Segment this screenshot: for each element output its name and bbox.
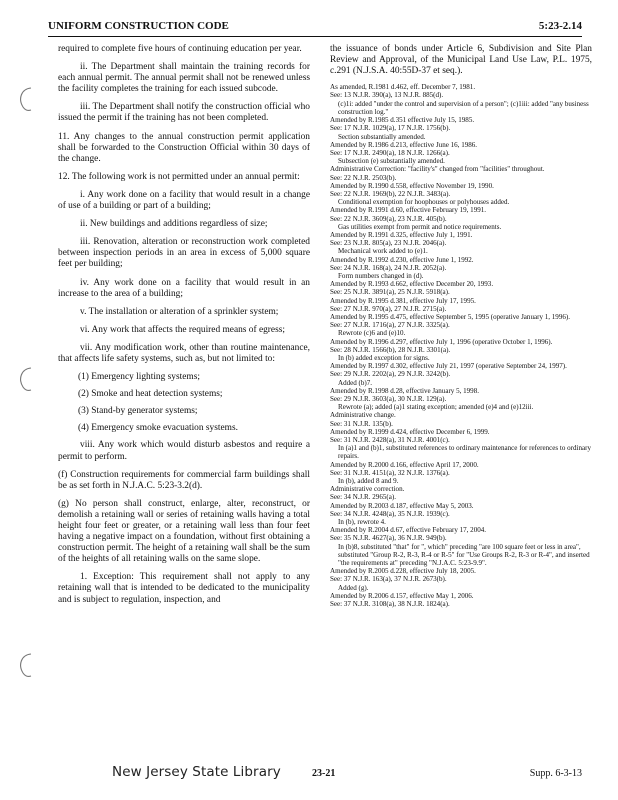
library-watermark: New Jersey State Library <box>112 764 281 780</box>
history-entry: Administrative change. <box>330 411 396 420</box>
history-entry: In (b)8, substituted "that" for ", which" preceding "are 100 square feet or less in area", substituted "Group R-2, R-3, R-4 or R-5" for "Use Groups R-2, R-3 or R-4", and inserted "the requirements at" preceding "N.J.A.C. 5:23-9.9". <box>338 542 590 568</box>
rule-paragraph: (g) No person shall construct, enlarge, alter, reconstruct, or demolish a retaining wall or series of retaining walls having a total height four feet or greater, or a retaining wall less than four feet having a negative impact on a foundation, without first obtaining a construction permit. The height of a retaining wall shall be the sum of the heights of all retaining walls on the same slope. <box>58 498 310 565</box>
history-entry: See: 13 N.J.R. 390(a), 13 N.J.R. 885(d). <box>330 91 444 100</box>
left-column <box>58 44 310 764</box>
history-entry: Amended by R.1991 d.60, effective February 19, 1991. <box>330 206 487 215</box>
rule-paragraph: i. Any work done on a facility that would result in a change of use of a building or part of a building; <box>58 189 310 212</box>
history-entry: Amended by R.2000 d.166, effective April 17, 2000. <box>330 460 479 469</box>
history-entry: Amended by R.1985 d.351 effective July 15, 1985. <box>330 116 475 125</box>
history-entry: Subsection (e) substantially amended. <box>338 157 445 166</box>
history-entry: See: 29 N.J.R. 3603(a), 30 N.J.R. 129(a). <box>330 395 447 403</box>
rule-paragraph: (3) Stand-by generator systems; <box>78 406 198 417</box>
history-entry: Amended by R.2004 d.67, effective February 17, 2004. <box>330 526 487 535</box>
punch-hole-icon <box>14 86 36 112</box>
rule-paragraph: vi. Any work that affects the required means of egress; <box>80 324 285 335</box>
rule-paragraph: 11. Any changes to the annual construction permit application shall be forwarded to the Construction Official within 30 days of the change. <box>58 131 310 164</box>
history-entry: Amended by R.1997 d.302, effective July 21, 1997 (operative September 24, 1997). <box>330 362 567 371</box>
rule-paragraph: iii. Renovation, alteration or reconstruction work completed between inspection periods in an area in excess of 5,000 square feet per building; <box>58 237 310 270</box>
supplement-date: Supp. 6-3-13 <box>529 768 582 779</box>
history-entry: Amended by R.2006 d.157, effective May 1, 2006. <box>330 591 474 600</box>
history-entry: Amended by R.1996 d.297, effective July 1, 1996 (operative October 1, 1996). <box>330 337 553 346</box>
history-entry: See: 34 N.J.R. 2965(a). <box>330 493 396 502</box>
history-entry: See: 34 N.J.R. 4248(a), 35 N.J.R. 1939(c). <box>330 509 450 518</box>
history-entry: Added (g). <box>338 583 369 592</box>
history-entry: Amended by R.1990 d.558, effective November 19, 1990. <box>330 181 494 190</box>
rule-paragraph: (2) Smoke and heat detection systems; <box>78 389 223 400</box>
rule-paragraph: iv. Any work done on a facility that would result in an increase to the area of a building; <box>58 277 310 299</box>
history-entry: Amended by R.1993 d.662, effective December 20, 1993. <box>330 280 494 289</box>
header-section-number: 5:23-2.14 <box>538 20 582 32</box>
right-column <box>330 44 592 759</box>
page-number: 23-21 <box>312 768 336 779</box>
rule-paragraph: (1) Emergency lighting systems; <box>78 372 200 383</box>
history-entry: See: 27 N.J.R. 970(a), 27 N.J.R. 2715(a). <box>330 304 447 313</box>
history-entry: In (b), rewrote 4. <box>338 518 386 527</box>
history-entry: Amended by R.1992 d.230, effective June 1, 1992. <box>330 255 474 264</box>
rule-paragraph: ii. The Department shall maintain the training records for each annual permit. The annual permit shall not be renewed unless the facility completes the training for each issued subcode. <box>58 62 310 95</box>
history-entry: See: 24 N.J.R. 168(a), 24 N.J.R. 2052(a). <box>330 263 447 272</box>
history-entry: See: 31 N.J.R. 135(b). <box>330 419 393 428</box>
rule-paragraph: (f) Construction requirements for commercial farm buildings shall be as set forth in N.J.A.C. 5:23-3.2(d). <box>58 469 310 491</box>
punch-hole-icon <box>14 652 36 678</box>
history-entry: In (a)1 and (b)1, substituted references to ordinary maintenance for references to ordinary repairs. <box>338 444 591 461</box>
history-entry: (c)1i: added "under the control and supervision of a person"; (c)1iii: added "any business construction log." <box>338 99 589 116</box>
rule-paragraph: vii. Any modification work, other than routine maintenance, that affects life safety systems, such as, but not limited to: <box>58 342 310 364</box>
header-title: UNIFORM CONSTRUCTION CODE <box>48 20 229 32</box>
history-entry: See: 22 N.J.R. 2503(b). <box>330 173 397 182</box>
history-entry: See: 29 N.J.R. 2202(a), 29 N.J.R. 3242(b). <box>330 370 451 379</box>
rule-paragraph: viii. Any work which would disturb asbestos and require a permit to perform. <box>58 440 310 462</box>
history-entry: See: 22 N.J.R. 1969(b), 22 N.J.R. 3483(a). <box>330 189 451 198</box>
history-entry: Amended by R.1998 d.28, effective January 5, 1998. <box>330 386 479 395</box>
history-entry: Gas utilities exempt from permit and notice requirements. <box>338 222 502 231</box>
history-entry: Amended by R.1995 d.475, effective September 5, 1995 (operative January 1, 1996). <box>330 312 570 321</box>
history-entry: Amended by R.2003 d.187, effective May 5, 2003. <box>330 501 474 510</box>
history-entry: See: 17 N.J.R. 1029(a), 17 N.J.R. 1756(b). <box>330 124 451 133</box>
history-entry: See: 22 N.J.R. 3609(a), 23 N.J.R. 405(b). <box>330 214 447 223</box>
history-entry: See: 17 N.J.R. 2490(a), 18 N.J.R. 1266(a). <box>330 148 450 157</box>
history-entry: Rewrote (c)6 and (e)10. <box>338 329 406 338</box>
rule-paragraph: v. The installation or alteration of a sprinkler system; <box>80 306 279 317</box>
history-entry: Mechanical work added to (e)1. <box>338 247 428 256</box>
history-entry: Form numbers changed in (d). <box>338 271 424 280</box>
history-entry: See: 25 N.J.R. 3891(a), 25 N.J.R. 5918(a). <box>330 288 450 297</box>
amendment-history <box>330 83 592 608</box>
continued-paragraph: the issuance of bonds under Article 6, Subdivision and Site Plan Review and Approval, of the Municipal Land Use Law, P.L. 1975, c.291 (N.J.S.A. 40:55D-37 et seq.). <box>330 44 592 77</box>
history-entry: Section substantially amended. <box>338 132 426 141</box>
history-entry: See: 37 N.J.R. 3108(a), 38 N.J.R. 1824(a). <box>330 600 450 609</box>
history-entry: Amended by R.1991 d.325, effective July 1, 1991. <box>330 230 473 239</box>
rule-paragraph: iii. The Department shall notify the construction official who issued the permit if the training has not been completed. <box>58 102 310 124</box>
history-entry: Amended by R.1986 d.213, effective June 16, 1986. <box>330 140 478 149</box>
rule-paragraph: required to complete five hours of continuing education per year. <box>58 44 302 54</box>
history-entry: Conditional exemption for hoophouses or polyhouses added. <box>338 198 510 207</box>
rule-paragraph: 12. The following work is not permitted under an annual permit: <box>58 171 300 182</box>
history-entry: See: 28 N.J.R. 1566(b), 28 N.J.R. 3301(a). <box>330 345 451 354</box>
history-entry: In (b), added 8 and 9. <box>338 477 399 486</box>
history-entry: See: 23 N.J.R. 805(a), 23 N.J.R. 2046(a). <box>330 239 447 248</box>
rule-paragraph: (4) Emergency smoke evacuation systems. <box>78 423 238 434</box>
rule-paragraph: 1. Exception: This requirement shall not apply to any retaining wall that is intended to be dedicated to the municipality and is subject to regulation, inspection, and <box>58 572 310 605</box>
running-header <box>48 20 582 37</box>
history-entry: Amended by R.2005 d.228, effective July 18, 2005. <box>330 567 476 576</box>
punch-hole-icon <box>14 366 36 392</box>
history-entry: See: 31 N.J.R. 4151(a), 32 N.J.R. 1376(a). <box>330 468 450 477</box>
history-entry: See: 37 N.J.R. 163(a), 37 N.J.R. 2673(b). <box>330 575 447 584</box>
history-entry: Added (b)7. <box>338 378 373 387</box>
history-entry: See: 31 N.J.R. 2428(a), 31 N.J.R. 4001(c). <box>330 436 450 445</box>
history-entry: In (b) added exception for signs. <box>338 353 430 362</box>
rule-paragraph: ii. New buildings and additions regardless of size; <box>80 219 268 230</box>
history-entry: Administrative correction. <box>330 485 405 494</box>
history-entry: See: 27 N.J.R. 1716(a), 27 N.J.R. 3325(a). <box>330 321 450 330</box>
history-entry: Amended by R.1995 d.381, effective July 17, 1995. <box>330 296 476 305</box>
history-entry: Administrative Correction: "facility's" changed from "facilities" throughout. <box>330 165 545 174</box>
history-entry: Rewrote (a); added (a)1 stating exception; amended (e)4 and (e)12iii. <box>338 403 534 412</box>
history-entry: See: 35 N.J.R. 4627(a), 36 N.J.R. 949(b). <box>330 534 447 543</box>
history-entry: Amended by R.1999 d.424, effective December 6, 1999. <box>330 427 490 436</box>
history-entry: As amended, R.1981 d.462, eff. December 7, 1981. <box>330 83 476 92</box>
